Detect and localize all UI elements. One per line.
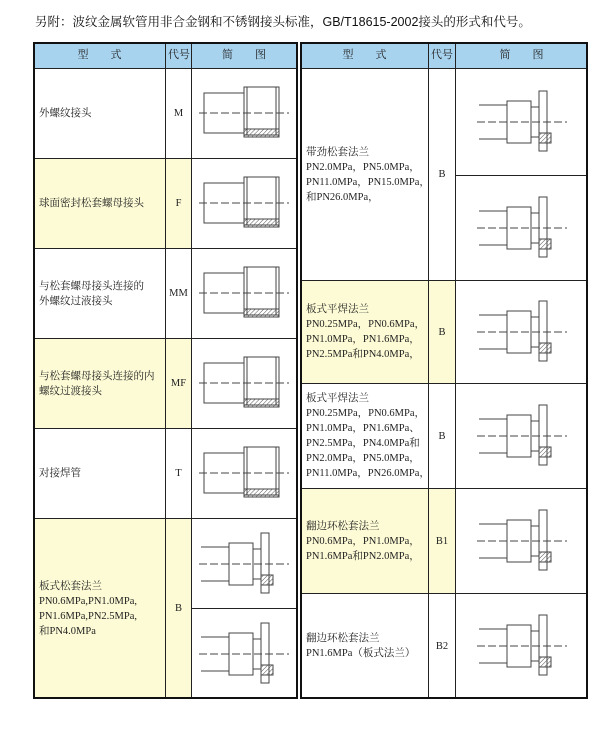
plate-loose-flange-drawing-svg xyxy=(199,529,289,599)
code-cell xyxy=(428,68,456,281)
type-cell xyxy=(33,338,166,429)
type-cell-text: 带劲松套法兰 PN2.0MPa，PN5.0MPa， PN11.0MPa，PN15.0MPa， 和PN26.0MPa， xyxy=(306,146,430,203)
type-cell xyxy=(300,68,429,281)
type-cell-text: 翻边环松套法兰 PN0.6MPa，PN1.0MPa， PN1.6MPa和PN2.0MPa， xyxy=(306,520,420,562)
code-cell-text: B xyxy=(174,603,182,614)
hubbed-loose-flange-drawing xyxy=(455,175,588,281)
type-cell xyxy=(300,280,429,384)
header-code-text: 代号 xyxy=(168,49,190,61)
code-cell-text: F xyxy=(175,198,182,209)
spherical-seal-nut-fitting-drawing xyxy=(191,158,297,249)
male-thread-fitting-drawing xyxy=(191,68,297,159)
header-type-text: 型 式 xyxy=(342,49,387,61)
lap-joint-flange-drawing-svg xyxy=(477,506,567,576)
plate-slip-on-flange-drawing xyxy=(455,383,588,489)
code-cell-text: MM xyxy=(169,288,188,299)
lap-joint-plate-flange-drawing xyxy=(455,593,588,699)
type-cell xyxy=(33,428,166,519)
header-figure-text: 简 图 xyxy=(499,49,544,61)
header-figure xyxy=(191,42,297,69)
type-cell-text: 与松套螺母接头连接的 外螺纹过液接头 xyxy=(39,280,144,307)
type-cell xyxy=(300,383,429,489)
caption: 另附：波纹金属软管用非合金钢和不锈钢接头标准，GB/T18615-2002接头的形式和代号。 xyxy=(35,15,531,29)
plate-loose-flange-drawing xyxy=(191,518,297,609)
type-cell-text: 板式平焊法兰 PN0.25MPa，PN0.6MPa， PN1.0MPa，PN1.6MPa、 PN2.5MPa，PN4.0MPa和 PN2.0MPa，PN5.0MPa， PN11.0MPa，PN26.0MPa， xyxy=(306,393,430,479)
code-cell xyxy=(428,593,456,699)
code-cell-text: T xyxy=(175,468,182,479)
male-thread-fitting-drawing-svg xyxy=(199,79,289,149)
code-cell xyxy=(428,488,456,594)
header-figure xyxy=(455,42,588,69)
hubbed-loose-flange-drawing xyxy=(455,68,588,176)
code-cell xyxy=(165,158,192,249)
hubbed-loose-flange-drawing-svg xyxy=(477,87,567,157)
code-cell xyxy=(165,338,192,429)
female-adapter-drawing-svg xyxy=(199,349,289,419)
code-cell xyxy=(428,383,456,489)
type-cell-text: 与松套螺母接头连接的内 螺纹过渡接头 xyxy=(39,370,155,397)
female-adapter-drawing xyxy=(191,338,297,429)
header-type xyxy=(300,42,429,69)
code-cell-text: B xyxy=(438,326,446,338)
code-cell-text: B xyxy=(438,430,446,442)
type-cell xyxy=(33,68,166,159)
type-cell-text: 板式松套法兰 PN0.6MPa,PN1.0MPa, PN1.6MPa,PN2.5MPa, 和PN4.0MPa xyxy=(39,580,138,637)
type-cell-text: 球面密封松套螺母接头 xyxy=(39,198,144,209)
hubbed-loose-flange-drawing-svg xyxy=(477,193,567,263)
plate-slip-on-flange-drawing-svg xyxy=(477,297,567,367)
plate-slip-on-flange-drawing xyxy=(455,280,588,384)
spherical-seal-nut-fitting-drawing-svg xyxy=(199,169,289,239)
lap-joint-flange-drawing xyxy=(455,488,588,594)
header-code xyxy=(428,42,456,69)
header-code-text: 代号 xyxy=(431,49,453,61)
type-cell xyxy=(33,518,166,699)
type-cell-text: 外螺纹接头 xyxy=(39,108,92,119)
code-cell-text: M xyxy=(173,108,184,119)
type-cell-text: 板式平焊法兰 PN0.25MPa，PN0.6MPa， PN1.0MPa，PN1.6MPa， PN2.5MPa和PN4.0MPa， xyxy=(306,304,426,360)
code-cell-text: B1 xyxy=(435,535,449,547)
plate-loose-flange-drawing-svg xyxy=(199,619,289,689)
code-cell-text: B2 xyxy=(435,640,449,652)
butt-weld-pipe-drawing-svg xyxy=(199,439,289,509)
header-figure-text: 简 图 xyxy=(222,49,266,61)
type-cell xyxy=(300,593,429,699)
lap-joint-plate-flange-drawing-svg xyxy=(477,611,567,681)
type-cell-text: 翻边环松套法兰 PN1.6MPa（板式法兰） xyxy=(306,633,416,659)
header-type-text: 型 式 xyxy=(77,49,122,61)
type-cell xyxy=(33,248,166,339)
male-adapter-drawing-svg xyxy=(199,259,289,329)
plate-loose-flange-drawing xyxy=(191,608,297,699)
header-code xyxy=(165,42,193,69)
code-cell-text: MF xyxy=(170,378,187,389)
type-cell-text: 对接焊管 xyxy=(39,468,81,479)
code-cell xyxy=(165,518,192,699)
header-type xyxy=(33,42,166,69)
male-adapter-drawing xyxy=(191,248,297,339)
code-cell xyxy=(165,68,192,159)
code-cell-text: B xyxy=(438,169,446,180)
code-cell xyxy=(428,280,456,384)
code-cell xyxy=(165,428,192,519)
code-cell xyxy=(165,248,192,339)
type-cell xyxy=(300,488,429,594)
plate-slip-on-flange-drawing-svg xyxy=(477,401,567,471)
butt-weld-pipe-drawing xyxy=(191,428,297,519)
type-cell xyxy=(33,158,166,249)
